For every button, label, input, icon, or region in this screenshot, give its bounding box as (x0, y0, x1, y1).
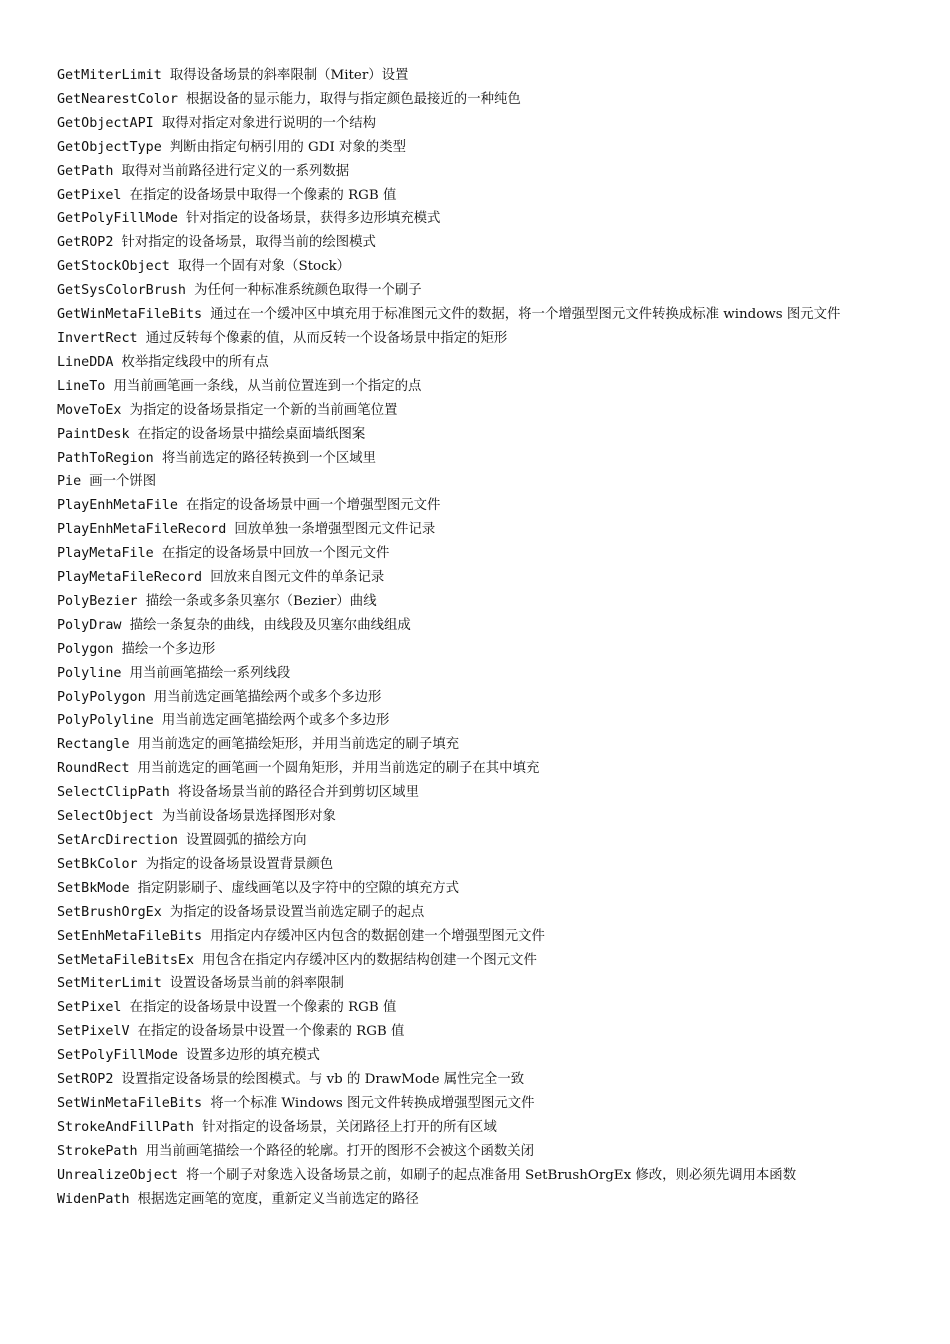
function-description: 用当前选定画笔描绘两个或多个多边形 (153, 689, 382, 705)
function-description: 针对指定的设备场景，取得当前的绘图模式 (121, 235, 376, 251)
entry-poly-polygon (57, 686, 897, 710)
function-description: 描绘一个多边形 (121, 641, 216, 657)
function-description: 根据设备的显示能力，取得与指定颜色最接近的一种纯色 (186, 91, 521, 107)
function-name: GetSysColorBrush (57, 283, 186, 299)
function-description: 为指定的设备场景设置背景颜色 (145, 856, 334, 872)
function-description: 取得对指定对象进行说明的一个结构 (161, 115, 377, 131)
function-name: PolyBezier (57, 593, 138, 609)
function-name: UnrealizeObject (57, 1167, 178, 1183)
function-description: 回放单独一条增强型图元文件记录 (234, 522, 436, 538)
function-name: SetPixelV (57, 1024, 130, 1040)
entry-set-miter-limit (57, 972, 897, 996)
function-name: PolyPolygon (57, 689, 146, 705)
function-name: GetObjectType (57, 139, 162, 155)
entry-get-path (57, 160, 897, 184)
function-description: 在指定的设备场景中回放一个图元文件 (161, 546, 390, 562)
function-description: 回放来自图元文件的单条记录 (210, 570, 385, 586)
function-name: SetMetaFileBitsEx (57, 952, 195, 968)
function-description: 用指定内存缓冲区内包含的数据创建一个增强型图元文件 (210, 928, 545, 944)
function-description: 设置多边形的填充模式 (186, 1048, 320, 1064)
function-name: SetPolyFillMode (57, 1048, 178, 1064)
entry-play-enh-meta-file (57, 494, 897, 518)
function-description: 通过反转每个像素的值，从而反转一个设备场景中指定的矩形 (145, 330, 508, 346)
function-description: 用当前选定的画笔画一个圆角矩形，并用当前选定的刷子在其中填充 (137, 761, 540, 777)
entry-invert-rect (57, 327, 897, 351)
function-name: Rectangle (57, 737, 130, 753)
function-description: 用当前画笔描绘一个路径的轮廓。打开的图形不会被这个函数关闭 (145, 1143, 535, 1159)
document-page (57, 64, 897, 1212)
entry-poly-polyline (57, 709, 897, 733)
entry-line-to (57, 375, 897, 399)
entry-set-poly-fill-mode (57, 1044, 897, 1068)
function-name: LineDDA (57, 354, 114, 370)
function-name: SelectClipPath (57, 785, 170, 801)
function-description: 取得一个固有对象（Stock） (177, 259, 351, 275)
function-description: 在指定的设备场景中取得一个像素的 RGB 值 (129, 187, 397, 203)
entry-widen-path (57, 1188, 897, 1212)
entry-set-arc-direction (57, 829, 897, 853)
entry-set-meta-file-bits-ex (57, 949, 897, 973)
function-description: 画一个饼图 (89, 474, 157, 490)
entry-round-rect (57, 757, 897, 781)
function-name: GetObjectAPI (57, 115, 154, 131)
entry-select-clip-path (57, 781, 897, 805)
function-name: Pie (57, 474, 82, 490)
function-description: 枚举指定线段中的所有点 (121, 354, 269, 370)
function-name: StrokePath (57, 1143, 138, 1159)
function-name: GetPixel (57, 187, 122, 203)
entry-get-object-api (57, 112, 897, 136)
entry-set-rop2 (57, 1068, 897, 1092)
function-description: 将一个标准 Windows 图元文件转换成增强型图元文件 (210, 1095, 535, 1111)
entry-set-bk-color (57, 853, 897, 877)
function-name: PaintDesk (57, 426, 130, 442)
entry-select-object (57, 805, 897, 829)
entry-unrealize-object (57, 1164, 897, 1188)
function-name: PolyDraw (57, 617, 122, 633)
function-description: 为当前设备场景选择图形对象 (161, 809, 336, 825)
function-name: InvertRect (57, 330, 138, 346)
entry-poly-draw (57, 614, 897, 638)
entry-poly-bezier (57, 590, 897, 614)
entry-get-nearest-color (57, 88, 897, 112)
entry-set-pixel-v (57, 1020, 897, 1044)
entry-get-win-meta-file-bits (57, 303, 897, 327)
function-description: 用包含在指定内存缓冲区内的数据结构创建一个图元文件 (202, 952, 537, 968)
entry-get-pixel (57, 184, 897, 208)
entry-set-pixel (57, 996, 897, 1020)
entry-play-enh-meta-file-record (57, 518, 897, 542)
entry-polygon (57, 638, 897, 662)
entry-play-meta-file (57, 542, 897, 566)
function-name: StrokeAndFillPath (57, 1119, 195, 1135)
entry-get-sys-color-brush (57, 279, 897, 303)
function-name: SetROP2 (57, 1072, 114, 1088)
function-description: 为指定的设备场景指定一个新的当前画笔位置 (129, 402, 398, 418)
function-name: SetEnhMetaFileBits (57, 928, 203, 944)
function-name: SetPixel (57, 1000, 122, 1016)
function-name: SetBkMode (57, 880, 130, 896)
function-name: PlayEnhMetaFile (57, 498, 178, 514)
function-name: SetBkColor (57, 856, 138, 872)
entry-polyline (57, 662, 897, 686)
function-description: 将设备场景当前的路径合并到剪切区域里 (177, 785, 419, 801)
function-name: GetPath (57, 163, 114, 179)
entry-get-miter-limit (57, 64, 897, 88)
function-description: 设置指定设备场景的绘图模式。与 vb 的 DrawMode 属性完全一致 (121, 1072, 525, 1088)
function-name: WidenPath (57, 1191, 130, 1207)
function-name: GetStockObject (57, 259, 170, 275)
entry-get-stock-object (57, 255, 897, 279)
entry-get-object-type (57, 136, 897, 160)
function-name: Polygon (57, 641, 114, 657)
function-description: 判断由指定句柄引用的 GDI 对象的类型 (169, 139, 406, 155)
function-description: 在指定的设备场景中描绘桌面墙纸图案 (137, 426, 366, 442)
function-description: 用当前选定画笔描绘两个或多个多边形 (161, 713, 390, 729)
function-name: SelectObject (57, 809, 154, 825)
entry-rectangle (57, 733, 897, 757)
function-name: SetBrushOrgEx (57, 904, 162, 920)
function-name: PlayEnhMetaFileRecord (57, 522, 227, 538)
entry-set-enh-meta-file-bits (57, 925, 897, 949)
function-name: PathToRegion (57, 450, 154, 466)
function-description: 取得对当前路径进行定义的一系列数据 (121, 163, 350, 179)
function-description: 描绘一条复杂的曲线，由线段及贝塞尔曲线组成 (129, 617, 411, 633)
function-name: PolyPolyline (57, 713, 154, 729)
function-description: 指定阴影刷子、虚线画笔以及字符中的空隙的填充方式 (137, 880, 459, 896)
function-name: SetMiterLimit (57, 976, 162, 992)
function-name: GetPolyFillMode (57, 211, 178, 227)
function-name: GetWinMetaFileBits (57, 307, 203, 323)
function-description: 在指定的设备场景中设置一个像素的 RGB 值 (129, 1000, 397, 1016)
function-name: GetMiterLimit (57, 68, 162, 83)
function-description: 针对指定的设备场景，获得多边形填充模式 (186, 211, 441, 227)
entry-stroke-and-fill-path (57, 1116, 897, 1140)
function-name: PlayMetaFileRecord (57, 570, 203, 586)
entry-path-to-region (57, 447, 897, 471)
entry-line-dda (57, 351, 897, 375)
function-description: 设置圆弧的描绘方向 (186, 833, 307, 848)
entry-set-brush-org-ex (57, 901, 897, 925)
entry-get-poly-fill-mode (57, 207, 897, 231)
function-description: 设置设备场景当前的斜率限制 (169, 976, 344, 992)
entry-move-to-ex (57, 399, 897, 423)
function-name: PlayMetaFile (57, 546, 154, 562)
entry-stroke-path (57, 1140, 897, 1164)
function-name: GetNearestColor (57, 91, 178, 107)
function-description: 用当前画笔画一条线，从当前位置连到一个指定的点 (113, 378, 422, 394)
function-description: 通过在一个缓冲区中填充用于标准图元文件的数据，将一个增强型图元文件转换成标准 windows 图元文件 (210, 307, 841, 323)
entry-set-bk-mode (57, 877, 897, 901)
function-description: 针对指定的设备场景，关闭路径上打开的所有区域 (202, 1119, 497, 1135)
function-description: 用当前选定的画笔描绘矩形，并用当前选定的刷子填充 (137, 737, 459, 753)
function-description: 用当前画笔描绘一系列线段 (129, 665, 291, 681)
function-name: RoundRect (57, 761, 130, 777)
function-description: 根据选定画笔的宽度，重新定义当前选定的路径 (137, 1191, 419, 1207)
function-name: LineTo (57, 378, 106, 394)
function-description: 将一个刷子对象选入设备场景之前，如刷子的起点准备用 SetBrushOrgEx 修改，则必须先调用本函数 (186, 1167, 797, 1183)
function-description: 将当前选定的路径转换到一个区域里 (161, 450, 377, 466)
function-description: 取得设备场景的斜率限制（Miter）设置 (169, 68, 409, 83)
function-description: 为任何一种标准系统颜色取得一个刷子 (194, 283, 422, 299)
function-description: 为指定的设备场景设置当前选定刷子的起点 (169, 904, 425, 920)
entry-pie (57, 470, 897, 494)
function-name: MoveToEx (57, 402, 122, 418)
function-name: SetArcDirection (57, 833, 178, 848)
function-name: Polyline (57, 665, 122, 681)
function-name: GetROP2 (57, 235, 114, 251)
function-description: 在指定的设备场景中设置一个像素的 RGB 值 (137, 1024, 405, 1040)
function-description: 在指定的设备场景中画一个增强型图元文件 (186, 498, 441, 514)
function-name: SetWinMetaFileBits (57, 1095, 203, 1111)
entry-get-rop2 (57, 231, 897, 255)
entry-set-win-meta-file-bits (57, 1092, 897, 1116)
entry-play-meta-file-record (57, 566, 897, 590)
entry-paint-desk (57, 423, 897, 447)
function-description: 描绘一条或多条贝塞尔（Bezier）曲线 (145, 593, 377, 609)
